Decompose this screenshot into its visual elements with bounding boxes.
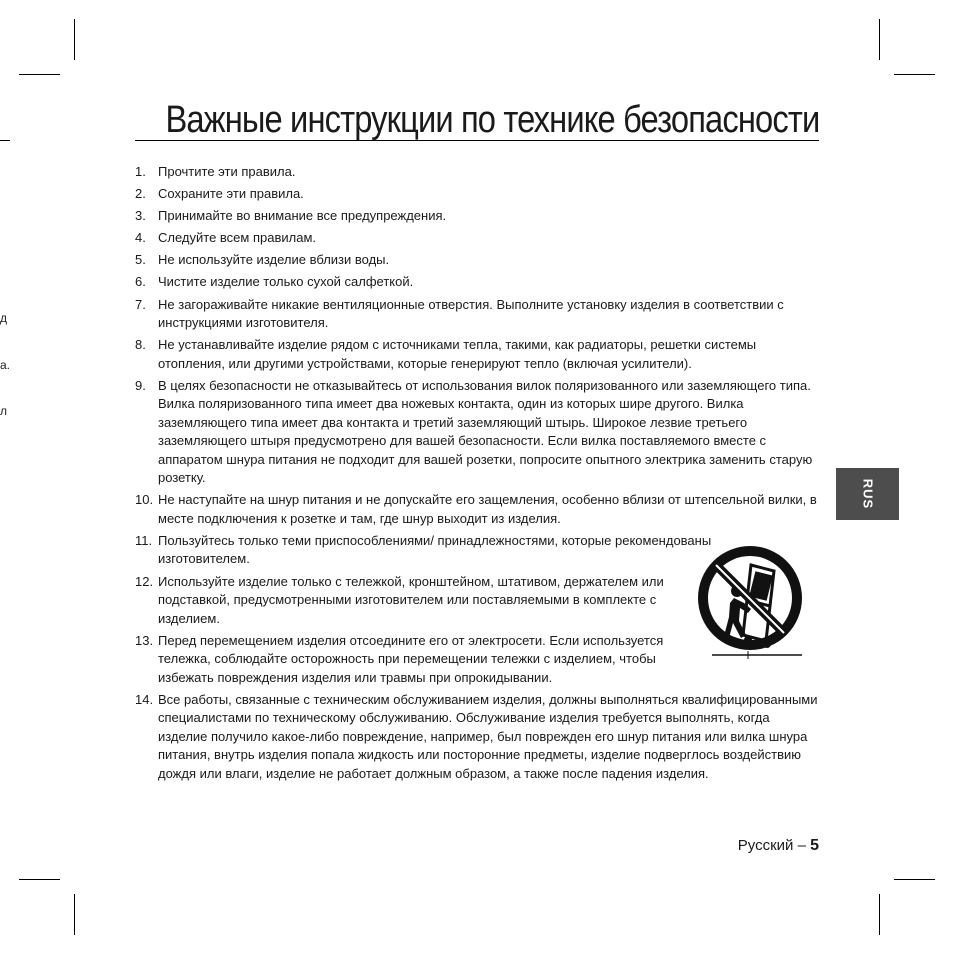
item-text: Не используйте изделие вблизи воды. [158, 252, 390, 268]
item-number: 9. [135, 377, 146, 393]
crop-mark [74, 894, 75, 935]
list-item [135, 632, 713, 688]
item-text: Чистите изделие только сухой салфеткой. [158, 274, 414, 290]
item-text: Сохраните эти правила. [158, 186, 304, 202]
cart-tip-over-warning-icon [696, 543, 804, 660]
item-text: В целях безопасности не отказывайтесь от использования вилок поляризованного или заземляющего типа. Вилка поляризованного типа имеет два ножевых контакта, один из которых шире другого. Вилка заземляющего типа имеет два контакта и третий заземляющий штырь. Широкое лезвие третьего заземляющего штыря предусмотрено для вашей безопасности. Если вилка поставляемого вместе с аппаратом шнура питания не подходит для вашей розетки, попросите опытного электрика заменить старую розетку. [158, 377, 813, 486]
item-number: 6. [135, 274, 146, 290]
list-item [135, 185, 820, 204]
item-text: Все работы, связанные с техническим обслуживанием изделия, должны выполняться квалифицированными специалистами по техническому обслуживанию. Обслуживание изделия требуется выполнять, когда изделие получило какое-либо повреждение, например, был поврежден его шнур питания или вилка шнура питания, внутрь изделия попала жидкость или посторонние предметы, изделие подверглось воздействию дождя или влаги, изделие не работает должным образом, а также после падения изделия. [158, 691, 818, 781]
item-number: 1. [135, 164, 146, 179]
bleed-text: л [0, 404, 8, 418]
item-text: Не устанавливайте изделие рядом с источниками тепла, такими, как радиаторы, решетки системы отопления, или другими устройствами, которые генерируют тепло (включая усилители). [158, 337, 757, 371]
crop-mark [0, 140, 10, 141]
list-item [135, 377, 820, 488]
bleed-text: д [0, 311, 8, 325]
item-number: 8. [135, 337, 146, 353]
crop-mark [19, 74, 60, 75]
language-tab-label: RUS [860, 478, 875, 510]
item-text: Не наступайте на шнур питания и не допускайте его защемления, особенно вблизи от штепсельной вилки, в месте подключения к розетке и там, где шнур выходит из изделия. [158, 492, 817, 526]
crop-mark [894, 879, 935, 880]
item-text: Принимайте во внимание все предупреждения. [158, 208, 447, 224]
item-number: 2. [135, 186, 146, 202]
item-number: 14. [135, 691, 154, 707]
item-text: Не загораживайте никакие вентиляционные отверстия. Выполните установку изделия в соответствии с инструкциями изготовителя. [158, 296, 784, 331]
list-item [135, 273, 820, 292]
item-text: Следуйте всем правилам. [158, 230, 316, 246]
item-text: Прочтите эти правила. [158, 164, 296, 179]
footer-separator: – [797, 837, 806, 854]
item-number: 13. [135, 632, 154, 648]
safety-instructions-list [135, 163, 820, 787]
list-item [135, 691, 820, 784]
crop-mark [879, 894, 880, 935]
page-title [135, 96, 819, 141]
item-number: 3. [135, 208, 146, 224]
list-item [135, 251, 820, 270]
page-number: 5 [810, 837, 819, 854]
crop-mark [19, 879, 60, 880]
item-text: Пользуйтесь только теми приспособлениями/ принадлежностями, которые рекомендованы изготовителем. [158, 532, 712, 567]
list-item [135, 207, 820, 226]
list-item [135, 491, 820, 528]
list-item [135, 296, 820, 333]
list-item [135, 336, 820, 373]
list-item [135, 532, 718, 569]
list-item [135, 573, 718, 629]
page-title-text: Важные инструкции по технике безопасности [165, 99, 819, 141]
item-text: Используйте изделие только с тележкой, кронштейном, штативом, держателем или подставкой, предусмотренными изготовителем или поставляемыми в комплекте с изделием. [158, 573, 664, 626]
crop-mark [879, 19, 880, 60]
item-number: 7. [135, 296, 146, 312]
item-text: Перед перемещением изделия отсоедините его от электросети. Если используется тележка, соблюдайте осторожность при перемещении тележки с изделием, чтобы избежать повреждения изделия или травмы при опрокидывании. [158, 632, 664, 685]
item-number: 10. [135, 492, 154, 508]
bleed-text: а. [0, 358, 11, 372]
item-number: 12. [135, 573, 154, 589]
item-number: 4. [135, 230, 146, 246]
footer-language: Русский [737, 837, 794, 854]
list-item [135, 163, 820, 182]
item-number: 5. [135, 252, 146, 268]
page-footer [738, 837, 819, 855]
language-tab [836, 468, 899, 520]
list-item [135, 229, 820, 248]
item-number: 11. [135, 532, 153, 548]
crop-mark [74, 19, 75, 60]
crop-mark [894, 74, 935, 75]
